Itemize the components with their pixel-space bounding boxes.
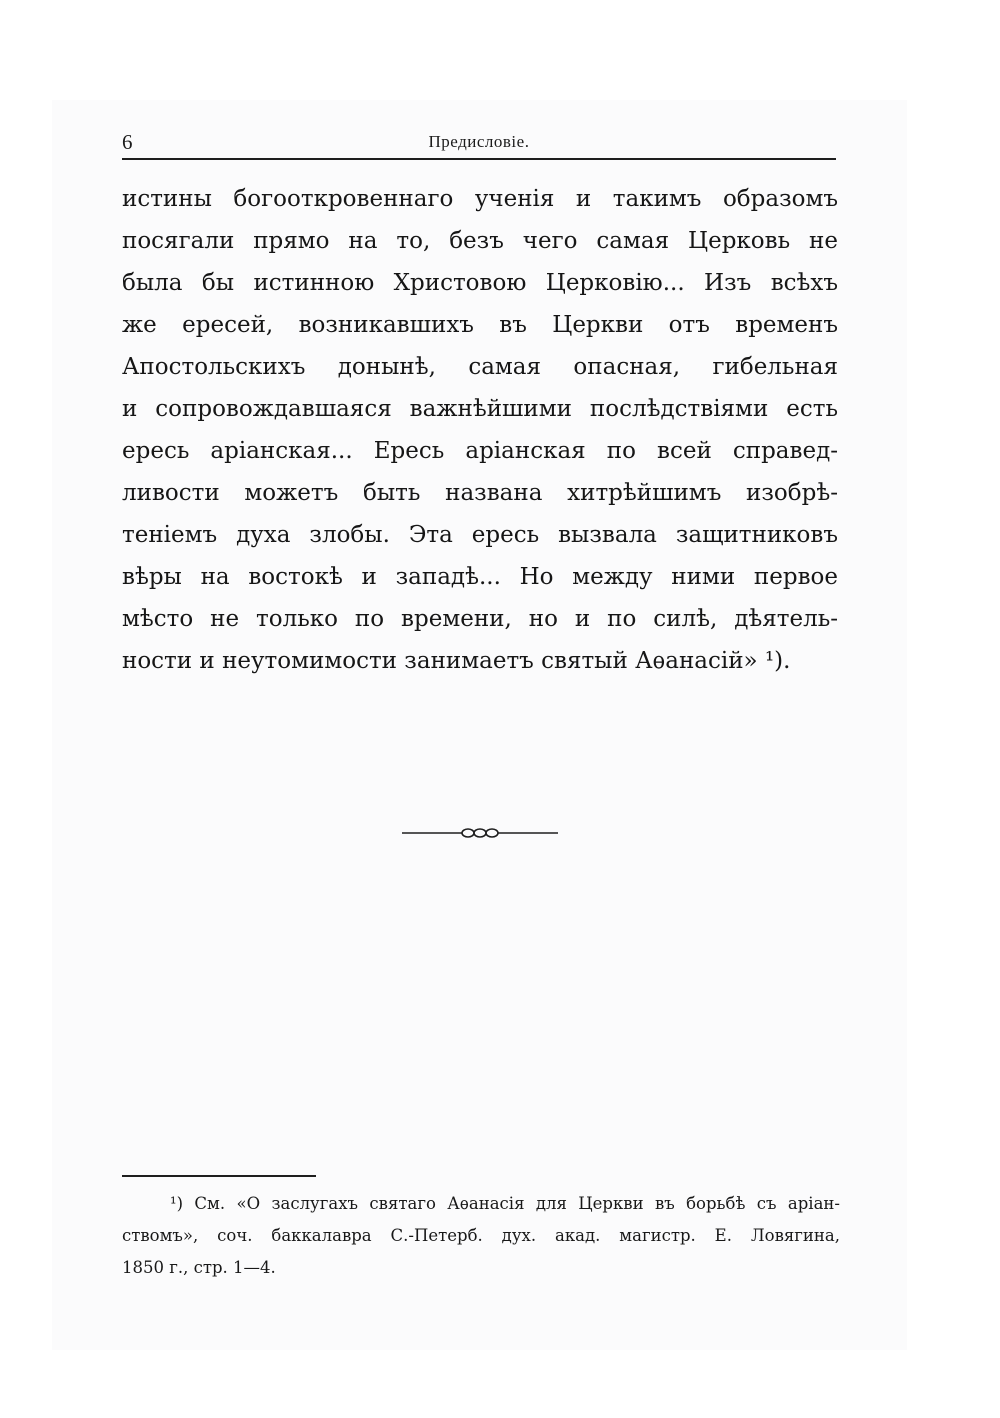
text-line: ересь аріанская... Ересь аріанская по всей справед-	[122, 438, 838, 464]
text-line: была бы истинною Христовою Церковію... Изъ всѣхъ	[122, 270, 838, 296]
text-line: же ересей, возникавшихъ въ Церкви отъ временъ	[122, 312, 838, 338]
text-line: и сопровождавшаяся важнѣйшими послѣдствіями есть	[122, 396, 838, 422]
footnote	[122, 1188, 840, 1284]
header-rule	[122, 158, 836, 160]
text-line: истины богооткровеннаго ученія и такимъ образомъ	[122, 186, 838, 212]
footnote-line: ¹) См. «О заслугахъ святаго Аѳанасія для Церкви въ борьбѣ съ аріан-	[170, 1194, 840, 1213]
footnote-line: 1850 г., стр. 1—4.	[122, 1258, 276, 1277]
text-line: посягали прямо на то, безъ чего самая Церковь не	[122, 228, 838, 254]
text-line: вѣры на востокѣ и западѣ... Но между ними первое	[122, 564, 838, 590]
text-line: ливости можетъ быть названа хитрѣйшимъ изобрѣ-	[122, 480, 838, 506]
running-title: Предисловіе.	[428, 132, 530, 151]
page-number: 6	[122, 130, 133, 154]
footnote-line: ствомъ», соч. баккалавра С.-Петерб. дух. акад. магистр. Е. Ловягина,	[122, 1226, 840, 1245]
text-line: Апостольскихъ донынѣ, самая опасная, гибельная	[122, 354, 838, 380]
page-header	[122, 128, 836, 158]
section-ornament	[400, 818, 560, 848]
text-line: теніемъ духа злобы. Эта ересь вызвала защитниковъ	[122, 522, 838, 548]
footnote-rule	[122, 1175, 316, 1177]
body-text	[122, 178, 838, 682]
text-line: ности и неутомимости занимаетъ святый Аѳанасій» ¹).	[122, 648, 791, 674]
text-line: мѣсто не только по времени, но и по силѣ, дѣятель-	[122, 606, 838, 632]
